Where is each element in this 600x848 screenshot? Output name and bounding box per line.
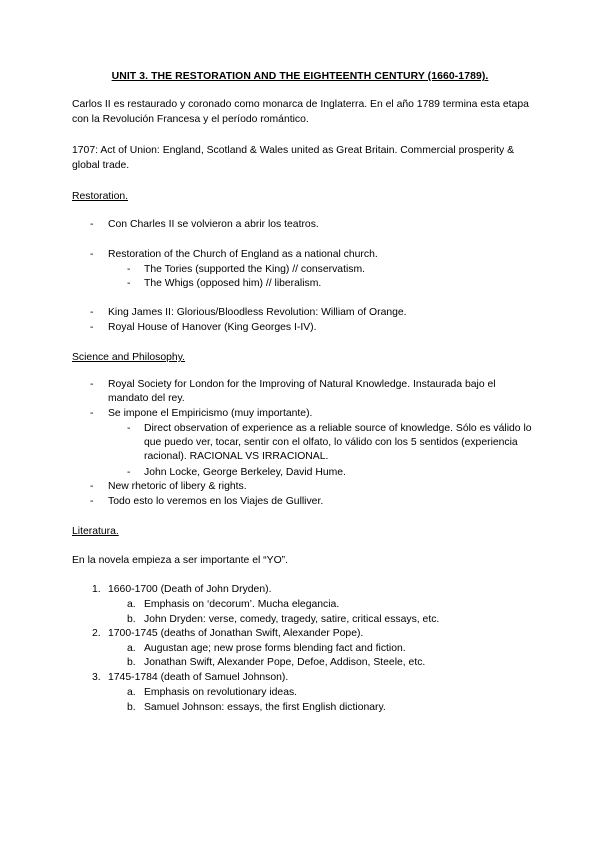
period-item: Samuel Johnson: essays, the first English dictionary. <box>144 702 386 713</box>
restoration-subitem: The Tories (supported the King) // conservatism. <box>144 264 365 275</box>
period-item-letter: a. <box>127 687 136 698</box>
science-item: Todo esto lo veremos en los Viajes de Gulliver. <box>108 496 324 507</box>
restoration-heading: Restoration. <box>72 191 129 202</box>
period-number: 2. <box>92 628 101 639</box>
bullet-marker: - <box>90 481 94 492</box>
science-subitem: John Locke, George Berkeley, David Hume. <box>144 467 346 478</box>
science-heading: Science and Philosophy. <box>72 352 186 363</box>
act-of-union-paragraph: 1707: Act of Union: England, Scotland & Wales united as Great Britain. Commercial prosperity & global trade. <box>72 145 515 171</box>
period-item: Emphasis on revolutionary ideas. <box>144 687 298 698</box>
science-item: Royal Society for London for the Improving of Natural Knowledge. Instaurada bajo el mandato del rey. <box>108 379 496 404</box>
restoration-item: Restoration of the Church of England as a national church. <box>108 249 378 260</box>
page-title: UNIT 3. THE RESTORATION AND THE EIGHTEENTH CENTURY (1660-1789). <box>111 71 489 82</box>
restoration-item: Royal House of Hanover (King Georges I-IV). <box>108 322 317 333</box>
bullet-marker: - <box>90 249 94 260</box>
science-item: New rhetoric of libery & rights. <box>108 481 247 492</box>
period-item: Emphasis on ‘decorum’. Mucha elegancia. <box>144 599 340 610</box>
bullet-marker: - <box>90 496 94 507</box>
period-item-letter: b. <box>127 657 136 668</box>
period-number: 3. <box>92 672 101 683</box>
period-item-letter: a. <box>127 643 136 654</box>
sub-bullet-marker: - <box>127 278 131 289</box>
period-item: John Dryden: verse, comedy, tragedy, satire, critical essays, etc. <box>144 614 440 625</box>
period-item-letter: a. <box>127 599 136 610</box>
period-number: 1. <box>92 584 101 595</box>
bullet-marker: - <box>90 379 94 390</box>
bullet-marker: - <box>90 322 94 333</box>
bullet-marker: - <box>90 219 94 230</box>
period-item-letter: b. <box>127 614 136 625</box>
sub-bullet-marker: - <box>127 423 131 434</box>
bullet-marker: - <box>90 307 94 318</box>
period-item: Augustan age; new prose forms blending fact and fiction. <box>144 643 406 654</box>
bullet-marker: - <box>90 408 94 419</box>
restoration-item: Con Charles II se volvieron a abrir los teatros. <box>108 219 319 230</box>
science-subitem: Direct observation of experience as a reliable source of knowledge. Sólo es válido lo que puedo ver, tocar, sentir con el olfato, lo válido con los 5 sentidos (experiencia racional). RACIONAL VS IRRACIONAL. <box>144 423 532 462</box>
period-label: 1745-1784 (death of Samuel Johnson). <box>108 672 289 683</box>
intro-paragraph: Carlos II es restaurado y coronado como monarca de Inglaterra. En el año 1789 termina esta etapa con la Revolución Francesa y el período romántico. <box>72 99 529 125</box>
restoration-subitem: The Whigs (opposed him) // liberalism. <box>144 278 322 289</box>
sub-bullet-marker: - <box>127 264 131 275</box>
literatura-intro: En la novela empieza a ser importante el “YO”. <box>72 555 288 566</box>
sub-bullet-marker: - <box>127 467 131 478</box>
period-label: 1700-1745 (deaths of Jonathan Swift, Alexander Pope). <box>108 628 364 639</box>
restoration-item: King James II: Glorious/Bloodless Revolution: William of Orange. <box>108 307 407 318</box>
period-item-letter: b. <box>127 702 136 713</box>
period-label: 1660-1700 (Death of John Dryden). <box>108 584 272 595</box>
literatura-heading: Literatura. <box>72 526 119 537</box>
period-item: Jonathan Swift, Alexander Pope, Defoe, Addison, Steele, etc. <box>144 657 426 668</box>
science-item: Se impone el Empiricismo (muy importante). <box>108 408 313 419</box>
